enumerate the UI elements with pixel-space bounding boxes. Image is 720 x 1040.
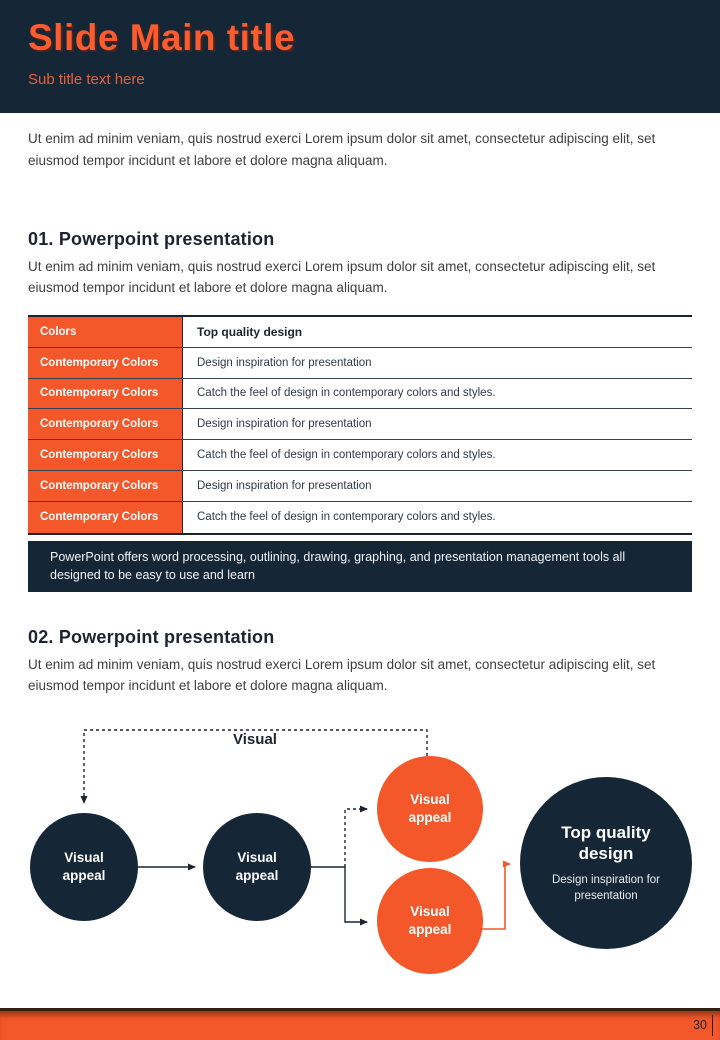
intro-paragraph: Ut enim ad minim veniam, quis nostrud exerci Lorem ipsum dolor sit amet, consectetur adipiscing elit, set eiusmod tempor incidunt et labore et dolore magna aliquam. <box>28 131 656 168</box>
page-number-divider <box>712 1015 713 1036</box>
table-cell-description: Catch the feel of design in contemporary colors and styles. <box>183 502 692 533</box>
table-row <box>28 348 692 379</box>
table-row <box>28 409 692 440</box>
table-cell-description: Design inspiration for presentation <box>183 409 692 439</box>
flow-label: Visual <box>233 731 277 748</box>
table-header-row <box>28 317 692 348</box>
table-cell-description: Catch the feel of design in contemporary colors and styles. <box>183 379 692 409</box>
result-subtitle: Design inspiration for presentation <box>551 874 661 902</box>
arrow-to-node4 <box>345 867 367 922</box>
slide-subtitle: Sub title text here <box>28 71 145 88</box>
diagram-node-visual-appeal-1 <box>30 813 138 921</box>
slide-main-title: Slide Main title <box>28 17 296 58</box>
process-diagram <box>0 710 720 995</box>
table-header-top-quality: Top quality design <box>183 317 692 347</box>
page-header <box>0 0 720 113</box>
callout-box <box>28 541 692 592</box>
node-label: Visual appeal <box>408 792 452 825</box>
table-row <box>28 379 692 410</box>
orange-arrow-to-result <box>480 864 510 929</box>
colors-table <box>28 315 692 535</box>
table-cell-description: Catch the feel of design in contemporary colors and styles. <box>183 440 692 470</box>
diagram-result-node <box>520 777 692 949</box>
table-cell-label: Contemporary Colors <box>28 471 183 501</box>
dashed-arrow-to-node3 <box>345 809 367 867</box>
page-number: 30 <box>693 1018 707 1032</box>
page-footer <box>0 1008 720 1040</box>
table-row <box>28 502 692 533</box>
table-body <box>28 348 692 533</box>
diagram-node-visual-appeal-4 <box>377 868 483 974</box>
section-1-heading: 01. Powerpoint presentation <box>28 229 275 249</box>
table-cell-label: Contemporary Colors <box>28 502 183 533</box>
node-label: Visual appeal <box>62 850 106 883</box>
result-title: Top quality design <box>561 822 651 863</box>
table-cell-label: Contemporary Colors <box>28 409 183 439</box>
table-header-colors: Colors <box>28 317 183 347</box>
node-label: Visual appeal <box>235 850 279 883</box>
table-cell-label: Contemporary Colors <box>28 348 183 378</box>
table-row <box>28 471 692 502</box>
node-label: Visual appeal <box>408 904 452 937</box>
table-cell-label: Contemporary Colors <box>28 379 183 409</box>
section-1-paragraph: Ut enim ad minim veniam, quis nostrud exerci Lorem ipsum dolor sit amet, consectetur adipiscing elit, set eiusmod tempor incidunt et labore et dolore magna aliquam. <box>28 259 656 295</box>
table-cell-label: Contemporary Colors <box>28 440 183 470</box>
section-2-paragraph: Ut enim ad minim veniam, quis nostrud exerci Lorem ipsum dolor sit amet, consectetur adipiscing elit, set eiusmod tempor incidunt et labore et dolore magna aliquam. <box>28 657 656 693</box>
table-cell-description: Design inspiration for presentation <box>183 471 692 501</box>
callout-text: PowerPoint offers word processing, outlining, drawing, graphing, and presentation management tools all designed to be easy to use and learn <box>50 550 626 583</box>
table-row <box>28 440 692 471</box>
section-2-heading: 02. Powerpoint presentation <box>28 627 275 647</box>
diagram-node-visual-appeal-2 <box>203 813 311 921</box>
diagram-node-visual-appeal-3 <box>377 756 483 862</box>
table-cell-description: Design inspiration for presentation <box>183 348 692 378</box>
